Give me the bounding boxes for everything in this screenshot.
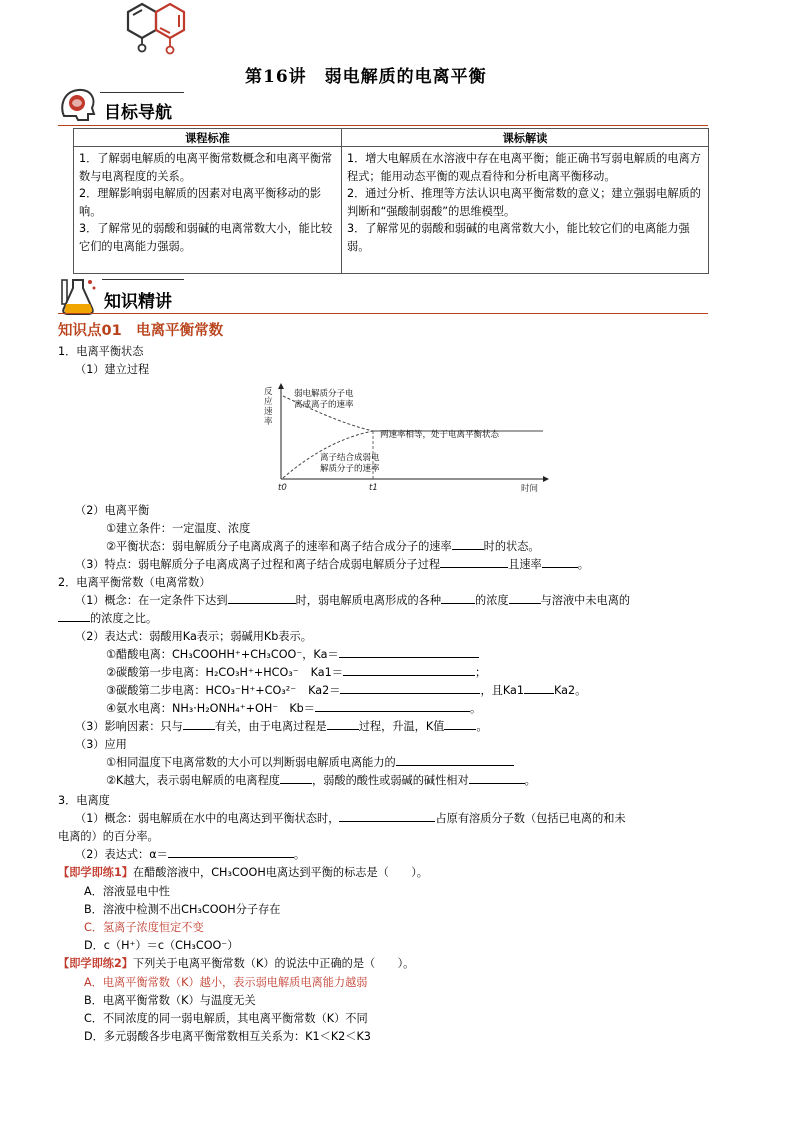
equilibrium-condition: ①建立条件：一定温度、浓度 (106, 522, 251, 535)
heading-equilibrium-state: 1．电离平衡状态 (58, 345, 144, 358)
heading-ionization-degree: 3．电离度 (58, 794, 110, 807)
rate-time-chart (258, 378, 558, 498)
standard-item: 1．了解弱电解质的电离平衡常数概念和电离平衡常数与电离程度的关系。 (79, 152, 333, 183)
y-axis-label: 反应速率 (264, 387, 273, 427)
application-heading: （3）应用 (75, 738, 127, 751)
degree-expression: （2）表达式：α＝ 。 (75, 848, 306, 861)
concept-line-1: （1）概念：在一定条件下达到 时，弱电解质电离形成的各种 的浓度 与溶液中未电离的 (75, 594, 631, 607)
section-divider-2 (58, 313, 708, 314)
application-1: ①相同温度下电离常数的大小可以判断弱电解质电离能力的 (106, 754, 514, 770)
t1-label: t1 (369, 483, 378, 493)
standard-item: 3．了解常见的弱酸和弱碱的电离常数大小，能比较它们的电离能力强弱。 (79, 222, 333, 253)
exercise-2-question: 【即学即练2】下列关于电离平衡常数（K）的说法中正确的是（ ）。 (58, 957, 415, 970)
degree-concept-line-2: 电离的）的百分率。 (58, 830, 159, 843)
degree-concept-line-1: （1）概念：弱电解质在水中的电离达到平衡状态时， 占原有溶质分子数（包括已电离的和未 (75, 812, 626, 825)
knowledge-point-title: 知识点01 电离平衡常数 (58, 323, 224, 339)
exercise-2-option-a: A．电离平衡常数（K）越小，表示弱电解质电离能力越弱 (84, 976, 368, 989)
interpretation-item: 2．通过分析、推理等方法认识电离平衡常数的意义；建立强弱电解质的判断和“强酸制弱酸”的思维模型。 (347, 187, 701, 218)
standard-item: 2．理解影响弱电解质的因素对电离平衡移动的影响。 (79, 187, 322, 218)
page-title: 第16讲 弱电解质的电离平衡 (245, 67, 487, 87)
molecule-logo (112, 0, 194, 64)
section-title-knowledge: 知识精讲 (104, 292, 172, 312)
table-cell-interpretation (342, 147, 709, 274)
ammonia-expression: ④氨水电离：NH₃·H₂ONH₄⁺+OH⁻ Kb＝ 。 (106, 702, 482, 715)
exercise-1-option-d: D．c（H⁺）＝c（CH₃COO⁻） (84, 939, 239, 952)
interpretation-item: 1．增大电解质在水溶液中存在电离平衡；能正确书写弱电解质的电离方程式；能用动态平衡的观点看待和分析电离平衡移动。 (347, 152, 701, 183)
subheading-equilibrium: （2）电离平衡 (75, 504, 150, 517)
table-header-standard: 课程标准 (74, 129, 342, 147)
flask-icon (56, 274, 100, 318)
reverse-rate-label: 离子结合成弱电解质分子的速率 (320, 453, 380, 474)
carbonic-step2-expression: ③碳酸第二步电离：HCO₃⁻H⁺+CO₃²⁻ Ka2＝ ，且Ka1 Ka2。 (106, 684, 587, 697)
heading-ionization-constant: 2．电离平衡常数（电离常数） (58, 576, 211, 589)
section-divider (58, 125, 708, 126)
equilibrium-state-line: ②平衡状态：弱电解质分子电离成离子的速率和离子结合成分子的速率 时的状态。 (106, 540, 540, 553)
section-title-goals: 目标导航 (104, 103, 172, 123)
concept-line-2: 的浓度之比。 (58, 610, 157, 626)
forward-rate-label: 弱电解质分子电离成离子的速率 (294, 389, 354, 410)
exercise-2-option-b: B．电离平衡常数（K）与温度无关 (84, 994, 256, 1007)
goals-table (73, 128, 709, 274)
x-axis-label: 时间 (521, 484, 539, 494)
influencing-factors: （3）影响因素：只与 有关，由于电离过程是 过程，升温，K值 。 (75, 720, 488, 733)
exercise-1-option-b: B．溶液中检测不出CH₃COOH分子存在 (84, 903, 281, 916)
exercise-1-option-c: C．氢离子浓度恒定不变 (84, 921, 204, 934)
brain-icon (58, 86, 98, 124)
equilibrium-features: （3）特点：弱电解质分子电离成离子过程和离子结合成弱电解质分子过程 且速率 。 (75, 558, 589, 571)
acetic-acid-expression: ①醋酸电离：CH₃COOHH⁺+CH₃COO⁻，Ka＝ (106, 646, 479, 662)
header-rule-top (100, 92, 184, 93)
application-2: ②K越大，表示弱电解质的电离程度 ，弱酸的酸性或弱碱的碱性相对 。 (106, 774, 536, 787)
carbonic-step1-expression: ②碳酸第一步电离：H₂CO₃H⁺+HCO₃⁻ Ka1＝ ； (106, 666, 487, 679)
exercise-1-option-a: A．溶液显电中性 (84, 885, 170, 898)
exercise-2-option-d: D．多元弱酸各步电离平衡常数相互关系为：K1＜K2＜K3 (84, 1030, 371, 1043)
subheading-process: （1）建立过程 (75, 363, 150, 376)
table-header-interpretation: 课标解读 (342, 129, 709, 147)
table-cell-standards (74, 147, 342, 274)
t0-label: t0 (278, 483, 287, 493)
expression-intro: （2）表达式：弱酸用Ka表示；弱碱用Kb表示。 (75, 630, 312, 643)
exercise-2-option-c: C．不同浓度的同一弱电解质，其电离平衡常数（K）不同 (84, 1012, 368, 1025)
equilibrium-label: 两速率相等，处于电离平衡状态 (380, 430, 500, 440)
interpretation-item: 3．了解常见的弱酸和弱碱的电离常数大小，能比较它们的电离能力强弱。 (347, 222, 690, 253)
header-rule-top-2 (102, 279, 184, 280)
exercise-1-question: 【即学即练1】在醋酸溶液中，CH₃COOH电离达到平衡的标志是（ ）。 (58, 866, 428, 879)
